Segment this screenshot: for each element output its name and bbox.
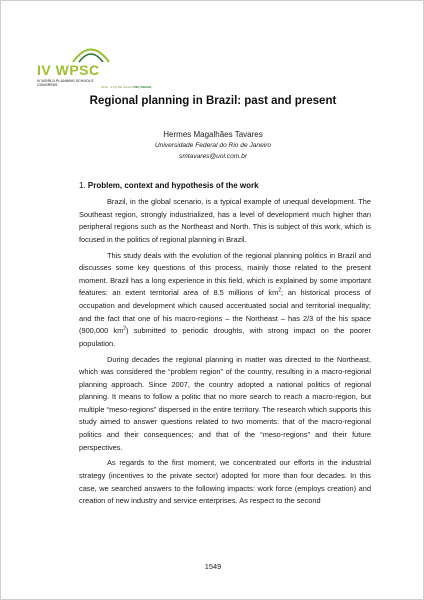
section-number: 1. <box>79 181 86 190</box>
logo-title: IV WPSC <box>37 62 100 78</box>
paragraph-text: ) submitted to periodic droughts, with strong impact on the poorer population. <box>79 326 371 348</box>
paragraph-text: During decades the regional planning in matter was directed to the Northeast, which was considered the “problem region” of the country, resulting in a macro-regional planning approach. Since 2007, the country adopted a national politics of regional planning. It means to follow a politic that no more search to reach a macro-region, but multiple “meso-regions” dispersed in the entire territory. The research which supports this study aimed to answer questions related to two moments: that of the macro-regional politics and their consequences; and that of the “meso-regions” and their future perspectives. <box>79 354 371 452</box>
author-email[interactable]: smtavares@uol.com.br <box>179 153 247 160</box>
congress-logo <box>37 43 167 89</box>
paragraph-text: As regards to the first moment, we concentrated our efforts in the industrial strategy (incentives to the private sector) adopted for more than four decades. In this case, we searched answers to the following impacts: work force (employs creation) and creation of new industry and service enterprises. As respect to the second <box>79 458 371 506</box>
paper-title: Regional planning in Brazil: past and present <box>89 95 337 107</box>
logo-badge-brand: RIO, BRASIL <box>133 85 152 89</box>
paragraph-text: Brazil, in the global scenario, is a typical example of unequal development. The Southeast region, strongly industrialized, has a level of development much higher than peripheral regions such as the Northeast and North. This is subject of this work, which is focused in the politics of regional planning in Brazil. <box>79 197 371 244</box>
author-affiliation: Universidade Federal do Rio de Janeiro <box>154 142 272 149</box>
paragraph-text: This study deals with the evolution of the regional planning politics in Brazil and discusses some key questions of this process, mainly those related to the present moment. Brazil has a long experience in this field, which is explained by some important features: an extent territorial area of 8.5 millions of km <box>79 250 371 298</box>
paragraph-text: ; an historical process of occupation and development which caused accentuated social and territorial inequality; and the fact that one of his macro-regions – the Northeast – has 2/3 of the his space (900,000 km <box>79 288 371 336</box>
superscript: 2 <box>123 325 127 332</box>
logo-subtitle: IV WORLD PLANNING SCHOOLS CONGRESS <box>37 79 94 87</box>
superscript: 2 <box>278 287 282 294</box>
paragraph-1 <box>79 196 371 246</box>
section-heading <box>79 181 259 190</box>
logo-arc-icon <box>71 43 111 63</box>
logo-badge <box>101 85 152 89</box>
paragraph-3 <box>79 354 371 455</box>
page-number: 1549 <box>204 562 222 571</box>
paragraph-4 <box>79 457 371 507</box>
section-title: Problem, context and hypothesis of the work <box>87 181 259 190</box>
body-text <box>79 196 371 511</box>
paragraph-2 <box>79 250 371 351</box>
logo-badge-prefix: 2016 · 4 A 8 DE JULHO <box>101 85 133 89</box>
author-name: Hermes Magalhães Tavares <box>163 130 263 139</box>
